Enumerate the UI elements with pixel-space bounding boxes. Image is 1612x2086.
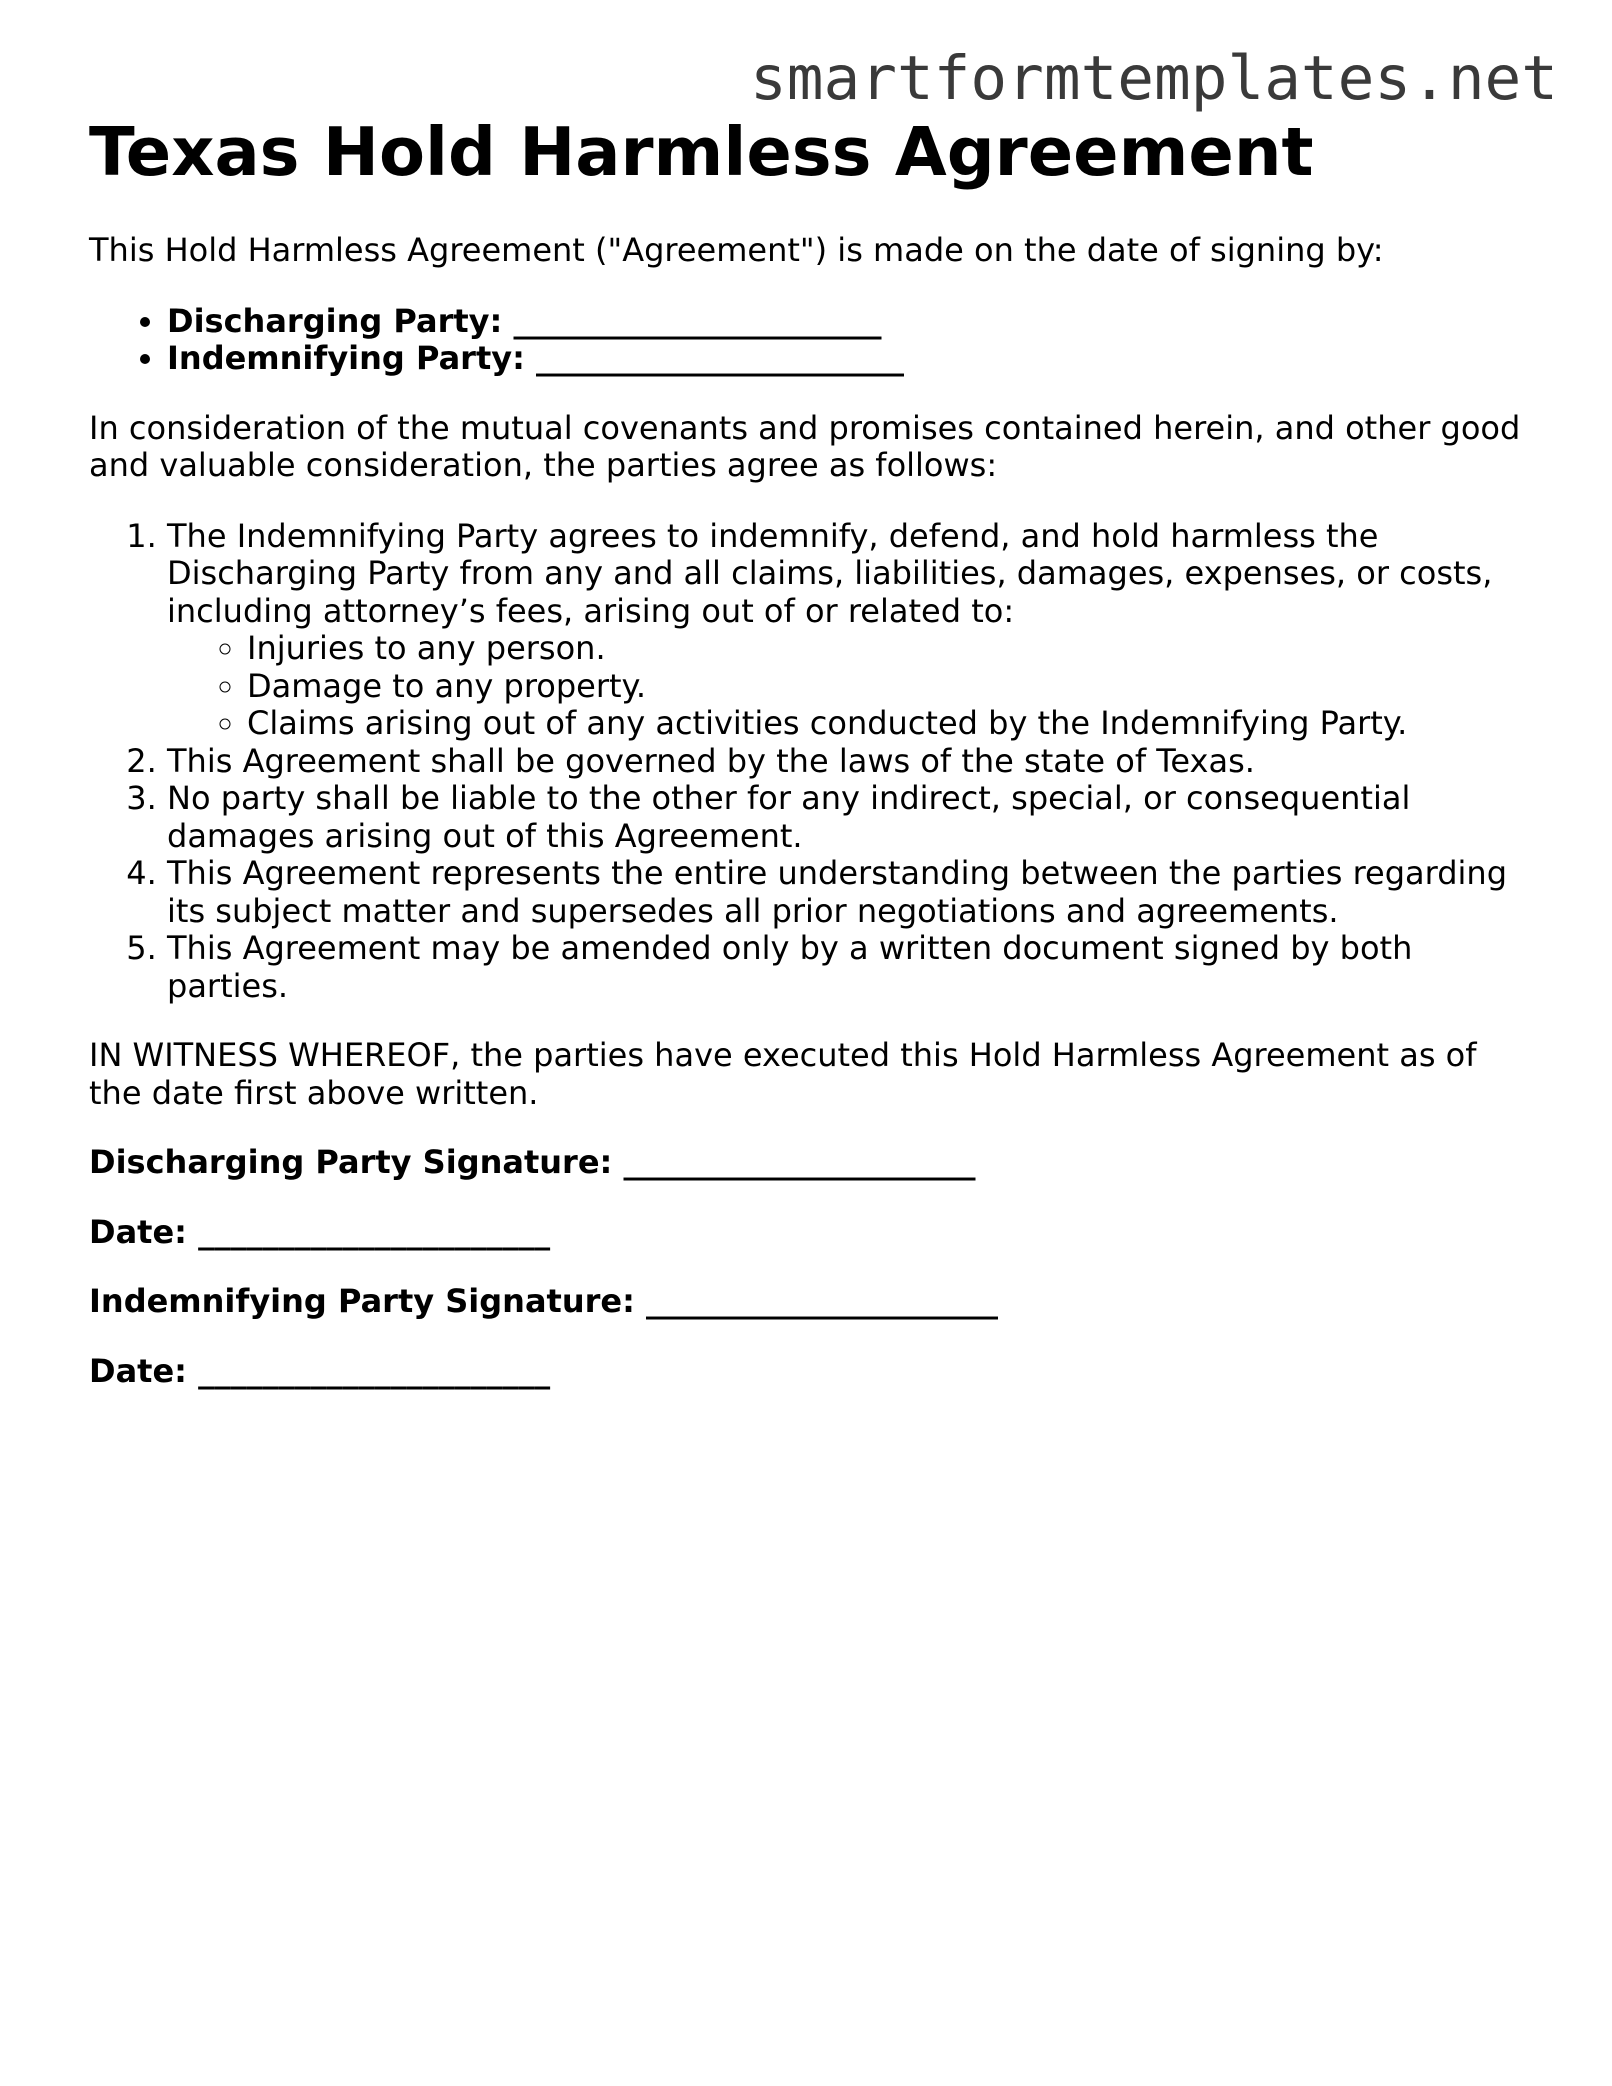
term-item-5: 5. This Agreement may be amended only by a written document signed by both parties. [167, 930, 1529, 1005]
site-watermark: smartformtemplates.net [750, 43, 1558, 114]
term-item-3: 3. No party shall be liable to the other for any indirect, special, or consequential damages arising out of this Agreement. [167, 780, 1529, 855]
term-item-2: 2. This Agreement shall be governed by the laws of the state of Texas. [167, 743, 1529, 781]
term-item-1-text: The Indemnifying Party agrees to indemnify, defend, and hold harmless the Discharging Party from any and all claims, liabilities, damages, expenses, or costs, including attorney’s fees, arising out of or related to: [167, 516, 1493, 630]
parties-list [89, 303, 1529, 378]
term-item-1 [167, 518, 1529, 743]
document-page [89, 112, 1529, 1390]
intro-paragraph: This Hold Harmless Agreement ("Agreement") is made on the date of signing by: [89, 231, 1384, 269]
consideration-paragraph: In consideration of the mutual covenants and promises contained herein, and other good and valuable consideration, the parties agree as follows: [89, 408, 1521, 484]
discharging-date-line: Date: ______________________ [89, 1212, 551, 1251]
indemnifying-signature-line: Indemnifying Party Signature: ______________________ [89, 1282, 999, 1320]
sub-item: ◦ Damage to any property. [247, 668, 1529, 706]
witness-paragraph: IN WITNESS WHEREOF, the parties have executed this Hold Harmless Agreement as of the date first above written. [89, 1036, 1477, 1112]
terms-list [89, 518, 1529, 1006]
indemnifying-date-line: Date: ______________________ [89, 1351, 551, 1390]
discharging-signature-line: Discharging Party Signature: ______________________ [89, 1143, 976, 1181]
sub-item: ◦ Claims arising out of any activities conducted by the Indemnifying Party. [247, 705, 1529, 743]
term-item-1-sublist [167, 630, 1529, 743]
sub-item: ◦ Injuries to any person. [247, 630, 1529, 668]
indemnifying-party-field: • Indemnifying Party: _______________________ [167, 340, 1529, 378]
discharging-party-field: • Discharging Party: _______________________ [167, 303, 1529, 341]
term-item-4: 4. This Agreement represents the entire understanding between the parties regarding its subject matter and supersedes all prior negotiations and agreements. [167, 855, 1529, 930]
page-title: Texas Hold Harmless Agreement [89, 113, 1314, 191]
